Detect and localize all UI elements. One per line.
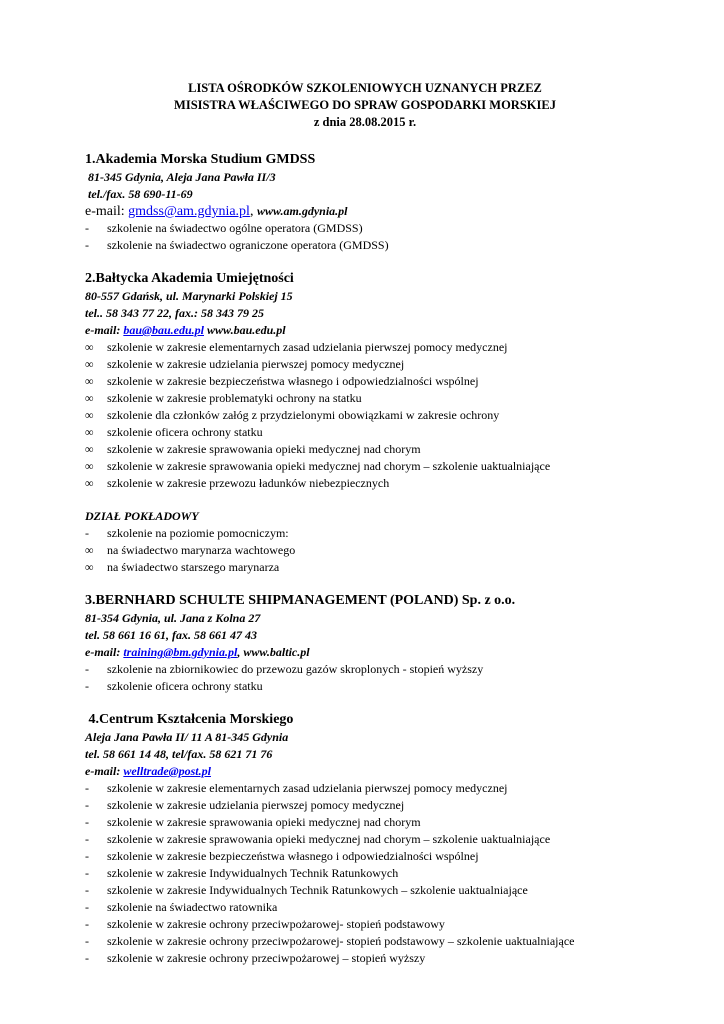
list-item — [85, 373, 645, 390]
org-2-section — [85, 270, 645, 576]
infinity-bullet-icon: ∞ — [85, 425, 94, 439]
list-item — [85, 356, 645, 373]
title-line-2: MISISTRA WŁAŚCIWEGO DO SPRAW GOSPODARKI MORSKIEJ — [174, 98, 556, 112]
infinity-bullet-icon: ∞ — [85, 374, 94, 388]
org-2-name: 2.Bałtycka Akademia Umiejętności — [85, 271, 294, 286]
dash-bullet: - — [85, 662, 89, 676]
list-item-text: szkolenie w zakresie bezpieczeństwa własnego i odpowiedzialności wspólnej — [107, 849, 479, 863]
org-3-address: 81-354 Gdynia, ul. Jana z Kolna 27 — [85, 611, 261, 625]
org-1-website: www.am.gdynia.pl — [256, 204, 348, 218]
list-item — [85, 542, 645, 559]
dash-bullet: - — [85, 526, 89, 540]
dash-bullet: - — [85, 679, 89, 693]
list-item-text: szkolenie oficera ochrony statku — [107, 679, 263, 693]
dash-bullet: - — [85, 798, 89, 812]
list-item — [85, 899, 645, 916]
infinity-bullet-icon: ∞ — [85, 560, 94, 574]
section-title-dzial-pokladowy: DZIAŁ POKŁADOWY — [85, 509, 199, 523]
infinity-bullet-icon: ∞ — [85, 476, 94, 490]
list-item-text: na świadectwo starszego marynarza — [107, 560, 280, 574]
list-item — [85, 780, 645, 797]
org-4-name: 4.Centrum Kształcenia Morskiego — [85, 712, 294, 727]
list-item — [85, 339, 645, 356]
dash-bullet: - — [85, 781, 89, 795]
list-item-text: szkolenie w zakresie ochrony przeciwpożarowej- stopień podstawowy — [107, 917, 445, 931]
infinity-bullet-icon: ∞ — [85, 459, 94, 473]
org-1-phone: tel./fax. 58 690-11-69 — [88, 187, 193, 201]
list-item-text: szkolenie na świadectwo ograniczone operatora (GMDSS) — [107, 238, 389, 252]
list-item — [85, 458, 645, 475]
document-page — [85, 80, 645, 967]
list-item — [85, 678, 645, 695]
list-item — [85, 916, 645, 933]
list-item-text: szkolenie w zakresie elementarnych zasad udzielania pierwszej pomocy medycznej — [107, 781, 508, 795]
list-item-text: na świadectwo marynarza wachtowego — [107, 543, 296, 557]
list-item-text: szkolenie w zakresie udzielania pierwszej pomocy medycznej — [107, 798, 405, 812]
org-3-contact — [85, 644, 645, 661]
org-2-email-label: e-mail: — [85, 323, 124, 337]
list-item-text: szkolenie w zakresie sprawowania opieki medycznej nad chorym – szkolenie uaktualniające — [107, 459, 551, 473]
infinity-bullet-icon: ∞ — [85, 340, 94, 354]
document-title — [85, 80, 645, 131]
org-2-contact — [85, 322, 645, 339]
list-item-text: szkolenie dla członków załóg z przydzielonymi obowiązkami w zakresie ochrony — [107, 408, 500, 422]
dash-bullet: - — [85, 900, 89, 914]
org-1-name: 1.Akademia Morska Studium GMDSS — [85, 152, 316, 167]
org-3-phone: tel. 58 661 16 61, fax. 58 661 47 43 — [85, 628, 257, 642]
infinity-bullet-icon: ∞ — [85, 442, 94, 456]
dash-bullet: - — [85, 866, 89, 880]
list-item — [85, 797, 645, 814]
org-1-address: 81-345 Gdynia, Aleja Jana Pawła II/3 — [88, 170, 276, 184]
list-item-text: szkolenie na świadectwo ratownika — [107, 900, 278, 914]
org-2-email-link[interactable]: bau@bau.edu.pl — [123, 323, 204, 337]
infinity-bullet-icon: ∞ — [85, 543, 94, 557]
list-item — [85, 950, 645, 967]
org-2-website: www.bau.edu.pl — [204, 323, 286, 337]
list-item-text: szkolenie w zakresie przewozu ładunków niebezpiecznych — [107, 476, 390, 490]
dash-bullet: - — [85, 815, 89, 829]
org-3-name: 3.BERNHARD SCHULTE SHIPMANAGEMENT (POLAND) Sp. z o.o. — [85, 593, 516, 608]
org-1-email-link[interactable]: gmdss@am.gdynia.pl — [128, 204, 250, 219]
infinity-bullet-icon: ∞ — [85, 391, 94, 405]
org-3-email-label: e-mail: — [85, 645, 124, 659]
list-item-text: szkolenie w zakresie bezpieczeństwa własnego i odpowiedzialności wspólnej — [107, 374, 479, 388]
list-item — [85, 559, 645, 576]
list-item — [85, 865, 645, 882]
list-item-text: szkolenie w zakresie sprawowania opieki medycznej nad chorym — [107, 442, 421, 456]
list-item-text: szkolenie w zakresie elementarnych zasad udzielania pierwszej pomocy medycznej — [107, 340, 508, 354]
list-item — [85, 933, 645, 950]
list-item — [85, 661, 645, 678]
infinity-bullet-icon: ∞ — [85, 357, 94, 371]
list-item — [85, 831, 645, 848]
infinity-bullet-icon: ∞ — [85, 408, 94, 422]
list-item-text: szkolenie w zakresie ochrony przeciwpożarowej – stopień wyższy — [107, 951, 426, 965]
list-item-text: szkolenie w zakresie Indywidualnych Technik Ratunkowych — [107, 866, 399, 880]
list-item-text: szkolenie na świadectwo ogólne operatora (GMDSS) — [107, 221, 363, 235]
dash-bullet: - — [85, 917, 89, 931]
list-item-text: szkolenie na zbiornikowiec do przewozu gazów skroplonych - stopień wyższy — [107, 662, 484, 676]
list-item — [85, 441, 645, 458]
org-2-phone: tel.. 58 343 77 22, fax.: 58 343 79 25 — [85, 306, 264, 320]
title-date: z dnia 28.08.2015 r. — [313, 115, 417, 129]
org-3-website: , www.baltic.pl — [237, 645, 310, 659]
org-3-section — [85, 592, 645, 695]
org-1-separator: , — [249, 204, 257, 219]
list-item-text: szkolenie w zakresie problematyki ochrony na statku — [107, 391, 362, 405]
list-item-text: szkolenie w zakresie sprawowania opieki medycznej nad chorym – szkolenie uaktualniające — [107, 832, 551, 846]
list-item-text: szkolenie w zakresie udzielania pierwszej pomocy medycznej — [107, 357, 405, 371]
dash-bullet: - — [85, 832, 89, 846]
dash-bullet: - — [85, 221, 89, 235]
org-4-course-list — [85, 780, 645, 967]
list-item — [85, 237, 645, 254]
list-item — [85, 814, 645, 831]
list-item — [85, 475, 645, 492]
org-4-contact — [85, 763, 645, 780]
org-4-phone: tel. 58 661 14 48, tel/fax. 58 621 71 76 — [85, 747, 273, 761]
org-1-email-label: e-mail: — [85, 204, 129, 219]
list-item — [85, 220, 645, 237]
dash-bullet: - — [85, 238, 89, 252]
list-item — [85, 390, 645, 407]
list-item-text: szkolenie w zakresie sprawowania opieki medycznej nad chorym — [107, 815, 421, 829]
org-2-address: 80-557 Gdańsk, ul. Marynarki Polskiej 15 — [85, 289, 293, 303]
list-item — [85, 848, 645, 865]
org-1-contact — [85, 203, 645, 220]
list-item — [85, 525, 645, 542]
list-item-text: szkolenie w zakresie Indywidualnych Technik Ratunkowych – szkolenie uaktualniające — [107, 883, 528, 897]
dash-bullet: - — [85, 934, 89, 948]
title-line-1: LISTA OŚRODKÓW SZKOLENIOWYCH UZNANYCH PRZEZ — [188, 81, 542, 95]
list-item-text: szkolenie oficera ochrony statku — [107, 425, 263, 439]
list-item — [85, 882, 645, 899]
list-item-text: szkolenie w zakresie ochrony przeciwpożarowej- stopień podstawowy – szkolenie uaktualniające — [107, 934, 575, 948]
list-item-text: szkolenie na poziomie pomocniczym: — [107, 526, 289, 540]
dash-bullet: - — [85, 883, 89, 897]
dash-bullet: - — [85, 951, 89, 965]
list-item — [85, 424, 645, 441]
org-1-section — [85, 151, 645, 254]
org-4-email-label: e-mail: — [85, 764, 124, 778]
org-3-email-link[interactable]: training@bm.gdynia.pl — [123, 645, 238, 659]
list-item — [85, 407, 645, 424]
org-2-course-list — [85, 339, 645, 492]
org-4-address: Aleja Jana Pawła II/ 11 A 81-345 Gdynia — [85, 730, 289, 744]
org-4-section — [85, 711, 645, 967]
org-4-email-link[interactable]: welltrade@post.pl — [123, 764, 211, 778]
dash-bullet: - — [85, 849, 89, 863]
